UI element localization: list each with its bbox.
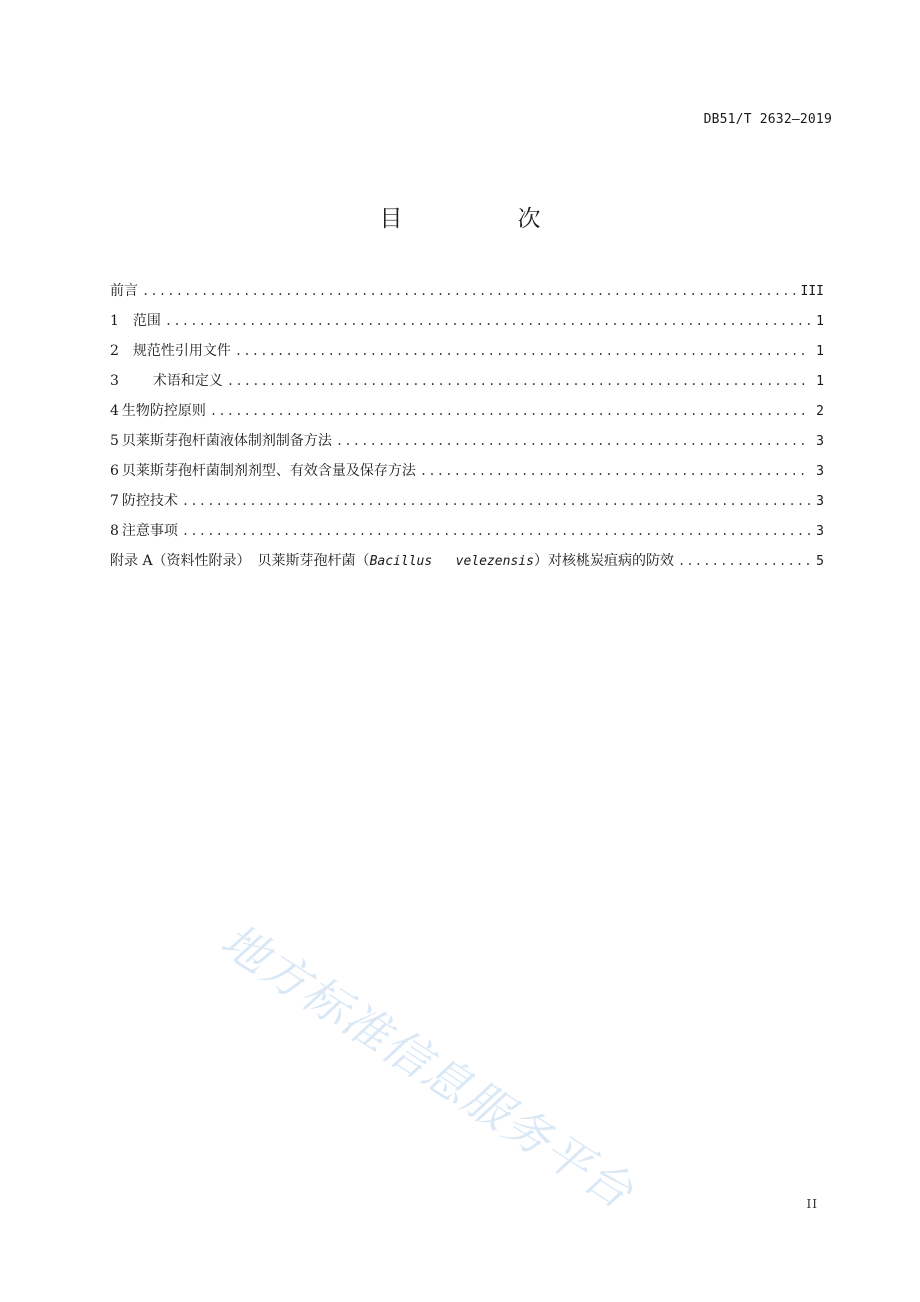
toc-entry-appendix-a[interactable] [110,546,824,576]
toc-entry-number: 2 [110,343,119,359]
toc-entry-page: 3 [816,464,824,479]
toc-entry-page: 3 [816,494,824,509]
toc-leader-dots [678,546,810,576]
toc-entry-number: 1 [110,313,119,329]
toc-leader-dots [142,276,797,306]
appendix-label-prefix: 附录 A（资料性附录） 贝莱斯芽孢杆菌（ [110,553,370,569]
toc-leader-dots [235,336,810,366]
appendix-label-suffix: ）对核桃炭疽病的防效 [533,553,674,569]
toc-entry-page: 1 [816,314,824,329]
toc-leader-dots [182,516,810,546]
toc-leader-dots [182,486,810,516]
toc-entry-label: 生物防控原则 [121,403,206,419]
toc-entry-scope[interactable] [110,306,824,336]
toc-entry-page: 1 [816,374,824,389]
toc-leader-dots [420,456,810,486]
toc-entry-label: 防控技术 [121,493,178,509]
toc-entry-page: 1 [816,344,824,359]
toc-leader-dots [336,426,810,456]
toc-entry-label: 规范性引用文件 [132,343,231,359]
toc-entry-number: 7 [110,493,119,509]
toc-entry-number: 3 [110,373,119,389]
toc-entry-page: 3 [816,434,824,449]
page-title: 目 次 [379,206,587,232]
toc-entry-label: 前言 [110,283,138,299]
table-of-contents [110,276,824,576]
toc-entry-number: 8 [110,523,119,539]
toc-entry-precautions[interactable] [110,516,824,546]
toc-entry-control-techniques[interactable] [110,486,824,516]
document-code: DB51/T 2632—2019 [703,112,832,127]
toc-entry-page: 3 [816,524,824,539]
species-name-genus: Bacillus [369,554,433,569]
page-number: II [806,1197,818,1211]
toc-entry-number: 5 [110,433,119,449]
toc-entry-page: III [800,284,824,299]
toc-entry-label: 注意事项 [121,523,178,539]
toc-entry-foreword[interactable] [110,276,824,306]
toc-entry-number: 6 [110,463,119,479]
toc-entry-normative-references[interactable] [110,336,824,366]
toc-entry-label: 术语和定义 [152,373,223,389]
toc-leader-dots [227,366,810,396]
toc-entry-liquid-preparation[interactable] [110,426,824,456]
toc-leader-dots [165,306,810,336]
toc-entry-terms-definitions[interactable] [110,366,824,396]
toc-entry-page: 5 [816,554,824,569]
toc-entry-formulation-storage[interactable] [110,456,824,486]
species-name-epithet: velezensis [455,554,534,569]
toc-entry-page: 2 [816,404,824,419]
toc-entry-number: 4 [110,403,119,419]
toc-entry-biocontrol-principles[interactable] [110,396,824,426]
toc-entry-label: 范围 [132,313,161,329]
toc-entry-label [110,546,674,577]
watermark: 地方标准信息服务平台 [211,912,644,1220]
toc-leader-dots [210,396,810,426]
toc-entry-label: 贝莱斯芽孢杆菌制剂剂型、有效含量及保存方法 [121,463,416,479]
toc-entry-label: 贝莱斯芽孢杆菌液体制剂制备方法 [121,433,332,449]
